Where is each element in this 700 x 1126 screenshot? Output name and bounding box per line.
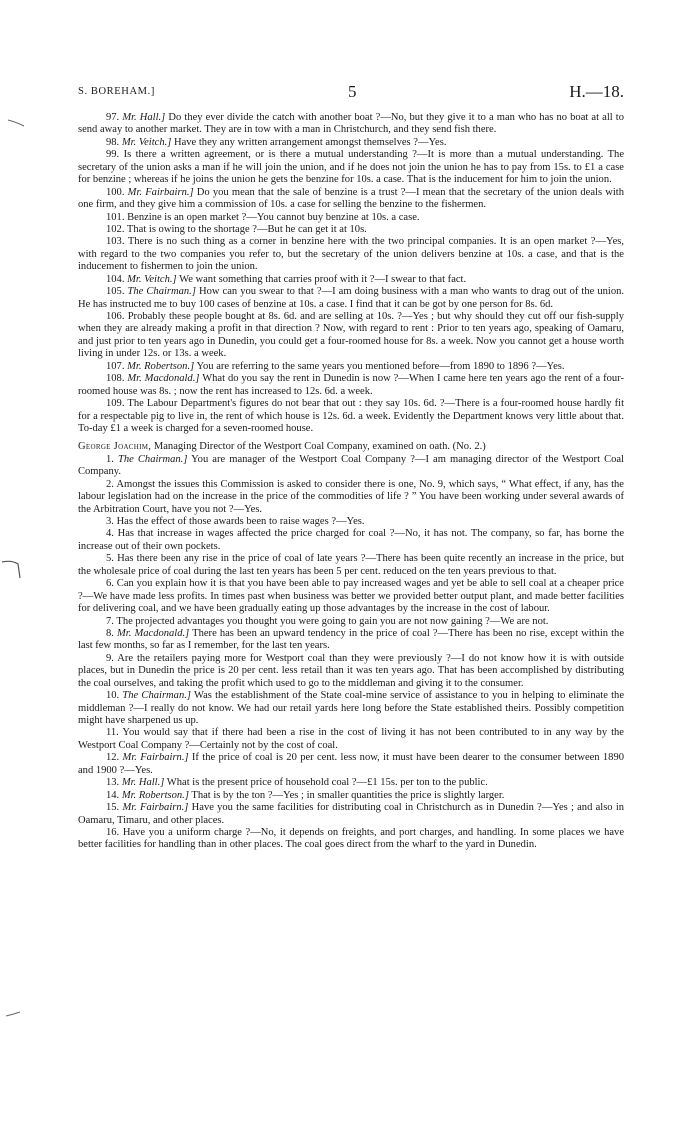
question-paragraph [78,827,624,852]
question-text: Have you a uniform charge ?—No, it depends on freights, and port charges, and handling. In some places we have better facilities for handling than in other places. The coal goes direct from the wharf to the yard in Dunedin. [78,826,624,851]
testimony-boreham [78,112,624,435]
question-paragraph [78,149,624,186]
question-paragraph [78,286,624,311]
question-paragraph [78,311,624,361]
speaker-label: Mr. Fairbairn.] [127,186,194,198]
question-paragraph [78,224,624,236]
witness-name: George Joachim, [78,441,152,453]
question-number: 109. [106,398,125,410]
question-number: 9. [106,652,114,664]
question-paragraph [78,212,624,224]
question-paragraph [78,373,624,398]
question-number: 105. [106,286,125,298]
question-number: 10. [106,690,120,702]
question-number: 103. [106,236,125,248]
speaker-label: The Chairman.] [118,453,188,465]
question-paragraph [78,361,624,373]
question-number: 6. [106,578,114,590]
question-paragraph [78,528,624,553]
speaker-label: Mr. Macdonald.] [117,627,190,639]
question-text: Do you mean that the sale of benzine is a trust ?—I mean that the secretary of the union deals with one firm, and they give him a commission of 10s. a case for selling the benzine to the fishermen. [78,186,624,211]
question-text: You would say that if there had been a rise in the cost of living it has not been contributed to in any way by the Westport Coal Company ?—Certainly not by the cost of coal. [78,727,624,751]
question-paragraph [78,790,624,802]
witness-header: S. BOREHAM.] [78,86,155,97]
question-paragraph [78,628,624,653]
question-text: The projected advantages you thought you were going to gain you are not now gaining ?—We are not. [116,615,549,627]
question-paragraph [78,653,624,690]
question-number: 102. [106,223,125,235]
question-text: You are referring to the same years you mentioned before—from 1890 to 1896 ?—Yes. [196,360,565,372]
question-paragraph [78,516,624,528]
question-number: 14. [106,789,120,801]
question-text: Do they ever divide the catch with another boat ?—No, but they give it to a man who has no boat at all to send away to another market. They are in tow with a man in Christchurch, and they send fish there. [78,112,625,136]
witness-heading [78,441,624,453]
question-number: 11. [106,727,119,739]
question-text: You are manager of the Westport Coal Company ?—I am managing director of the Westport Coal Company. [78,453,624,478]
page-header [78,82,624,104]
question-number: 4. [106,528,114,540]
question-text: Has there been any rise in the price of coal of late years ?—There has been quite recently an increase in the price, but the wholesale price of coal during the last ten years has been 5 per cent. reduced on the ten years previous to that. [78,553,625,577]
document-reference: H.—18. [569,82,624,101]
speaker-label: Mr. Macdonald.] [127,373,200,385]
question-text: There is no such thing as a corner in benzine here with the two principal companies. It is an open market ?—Yes, with regard to the two companies you refer to, but the secretary of the union delivers benzine at 10s. a case, and that is the inducement to fishermen to join the union. [78,236,624,273]
question-number: 104. [106,273,125,285]
speaker-label: Mr. Fairbairn.] [122,752,189,764]
question-number: 3. [106,516,114,527]
question-number: 97. [106,112,120,123]
question-number: 101. [106,211,125,223]
question-text: There has been an upward tendency in the price of coal ?—There has been no rise, except within the last few months, so far as I remember, for the last ten years. [78,627,625,652]
question-paragraph [78,112,624,137]
page-number: 5 [348,82,357,101]
question-number: 98. [106,136,120,148]
question-text: That is owing to the shortage ?—But he can get it at 10s. [126,223,367,235]
question-text: We want something that carries proof with it ?—I swear to that fact. [179,273,467,285]
speaker-label: Mr. Hall.] [121,777,165,789]
question-text: Are the retailers paying more for Westport coal than they were previously ?—I do not know how it is with outside places, but in Dunedin the price is 20 per cent. less retail than it was ten years ago. That has been accomplished by distributing the coal ourselves, and taking the profit which used to go to the middleman and giving it to the consumer. [78,652,624,689]
question-text: Have you the same facilities for distributing coal in Christchurch as in Dunedin ?—Yes ; and also in Oamaru, Timaru, and other places. [78,802,625,826]
question-number: 106. [106,311,125,322]
question-text: Was the establishment of the State coal-mine service of assistance to you in helping to eliminate the middleman ?—I really do not know. We had our retail yards here long before the State established theirs. Possibly competition might have sharpened us up. [78,690,624,726]
question-paragraph [78,236,624,273]
testimony-joachim [78,454,624,852]
question-paragraph [78,274,624,286]
question-text: Has that increase in wages affected the price charged for coal ?—No, it has not. The company, so far, has borne the increase out of their own pockets. [78,528,624,552]
speaker-label: The Chairman.] [127,286,196,298]
speaker-label: Mr. Robertson.] [121,789,189,801]
question-paragraph [78,752,624,777]
speaker-label: Mr. Veitch.] [127,273,177,285]
question-paragraph [78,777,624,789]
question-text: What do you say the rent in Dunedin is now ?—When I came here ten years ago the rent of a four-roomed house was 8s. ; now the rent has increased to 12s. 6d. a week. [78,373,625,397]
question-paragraph [78,802,624,827]
speaker-label: Mr. Veitch.] [121,136,172,148]
question-number: 5. [106,553,114,565]
document-body [78,112,624,852]
question-paragraph [78,690,624,727]
speaker-label: Mr. Hall.] [122,112,166,123]
question-paragraph [78,187,624,212]
question-text: Benzine is an open market ?—You cannot buy benzine at 10s. a case. [127,211,420,223]
question-number: 99. [106,149,120,161]
question-number: 12. [106,752,120,764]
question-number: 108. [106,373,125,385]
speaker-label: Mr. Fairbairn.] [122,802,189,814]
question-text: Is there a written agreement, or is there a mutual understanding ?—It is more than a mutual understanding. The secretary of the union asks a man if he will join the union, and if he does not join the union he has to pay from 15s. to £1 a case for benzine ; whereas if he joins the union he gets the benzine for 10s. a case. That is the inducement for him to join the union. [78,149,625,186]
question-text: Has the effect of those awards been to raise wages ?—Yes. [116,516,365,527]
question-paragraph [78,578,624,615]
question-number: 2. [106,478,114,490]
question-number: 100. [106,186,125,198]
question-paragraph [78,727,624,752]
question-text: That is by the ton ?—Yes ; in smaller quantities the price is slightly larger. [191,789,505,801]
question-text: Have they any written arrangement amongst themselves ?—Yes. [173,136,447,148]
question-text: Probably these people bought at 8s. 6d. and are selling at 10s. ?—Yes ; but why should they cut off our fish-supply when they are already making a profit in that direction ? Now, with regard to rent : Prior to ten years ago, speaking of Oamaru, and just prior to ten years ago in Dunedin, you could get a four-roomed house for 8s. a week. Now you cannot get a house worth living in under 12s. or 13s. a week. [78,311,625,360]
question-paragraph [78,398,624,435]
question-text: The Labour Department's figures do not bear that out : they say 10s. 6d. ?—There is a four-roomed house hardly fit for a respectable pig to live in, the rent of which house is 12s. 6d. a week. Evidently the Department knows very little about that. To-day £1 a week is charged for a seven-roomed house. [78,398,624,434]
question-number: 15. [106,802,120,814]
witness-description: Managing Director of the Westport Coal Company, examined on oath. (No. 2.) [153,441,486,453]
question-number: 1. [106,453,114,465]
question-number: 8. [106,627,114,639]
speaker-label: The Chairman.] [122,690,191,702]
question-number: 16. [106,826,120,838]
question-number: 107. [106,360,125,372]
question-paragraph [78,454,624,479]
question-number: 13. [106,777,120,789]
question-text: Can you explain how it is that you have been able to pay increased wages and yet be able to sell coal at a cheaper price ?—We have made less profits. In times past when business was better we provided better output plant, and made better facilities for delivering coal, and we have been gradually eating up those advantages by the increase in the cost of labour. [78,578,624,615]
question-text: If the price of coal is 20 per cent. less now, it must have been dearer to the consumer between 1890 and 1900 ?—Yes. [78,752,625,776]
question-text: How can you swear to that ?—I am doing business with a man who wants to drag out of the union. He has instructed me to buy 100 cases of benzine at 10s. a case. I find that it can be got by one person for 8s. 6d. [78,286,625,310]
speaker-label: Mr. Robertson.] [127,360,195,372]
question-paragraph [78,137,624,149]
question-paragraph [78,616,624,628]
question-text: Amongst the issues this Commission is asked to consider there is one, No. 9, which says, “ What effect, if any, has the labour legislation had on the increase in the price of the commodities of life ? ” You have been working under several awards of the Arbitration Court, have you not ?—Yes. [78,478,624,515]
question-number: 7. [106,615,114,627]
question-paragraph [78,553,624,578]
question-paragraph [78,479,624,516]
question-text: What is the present price of household coal ?—£1 15s. per ton to the public. [166,777,488,789]
